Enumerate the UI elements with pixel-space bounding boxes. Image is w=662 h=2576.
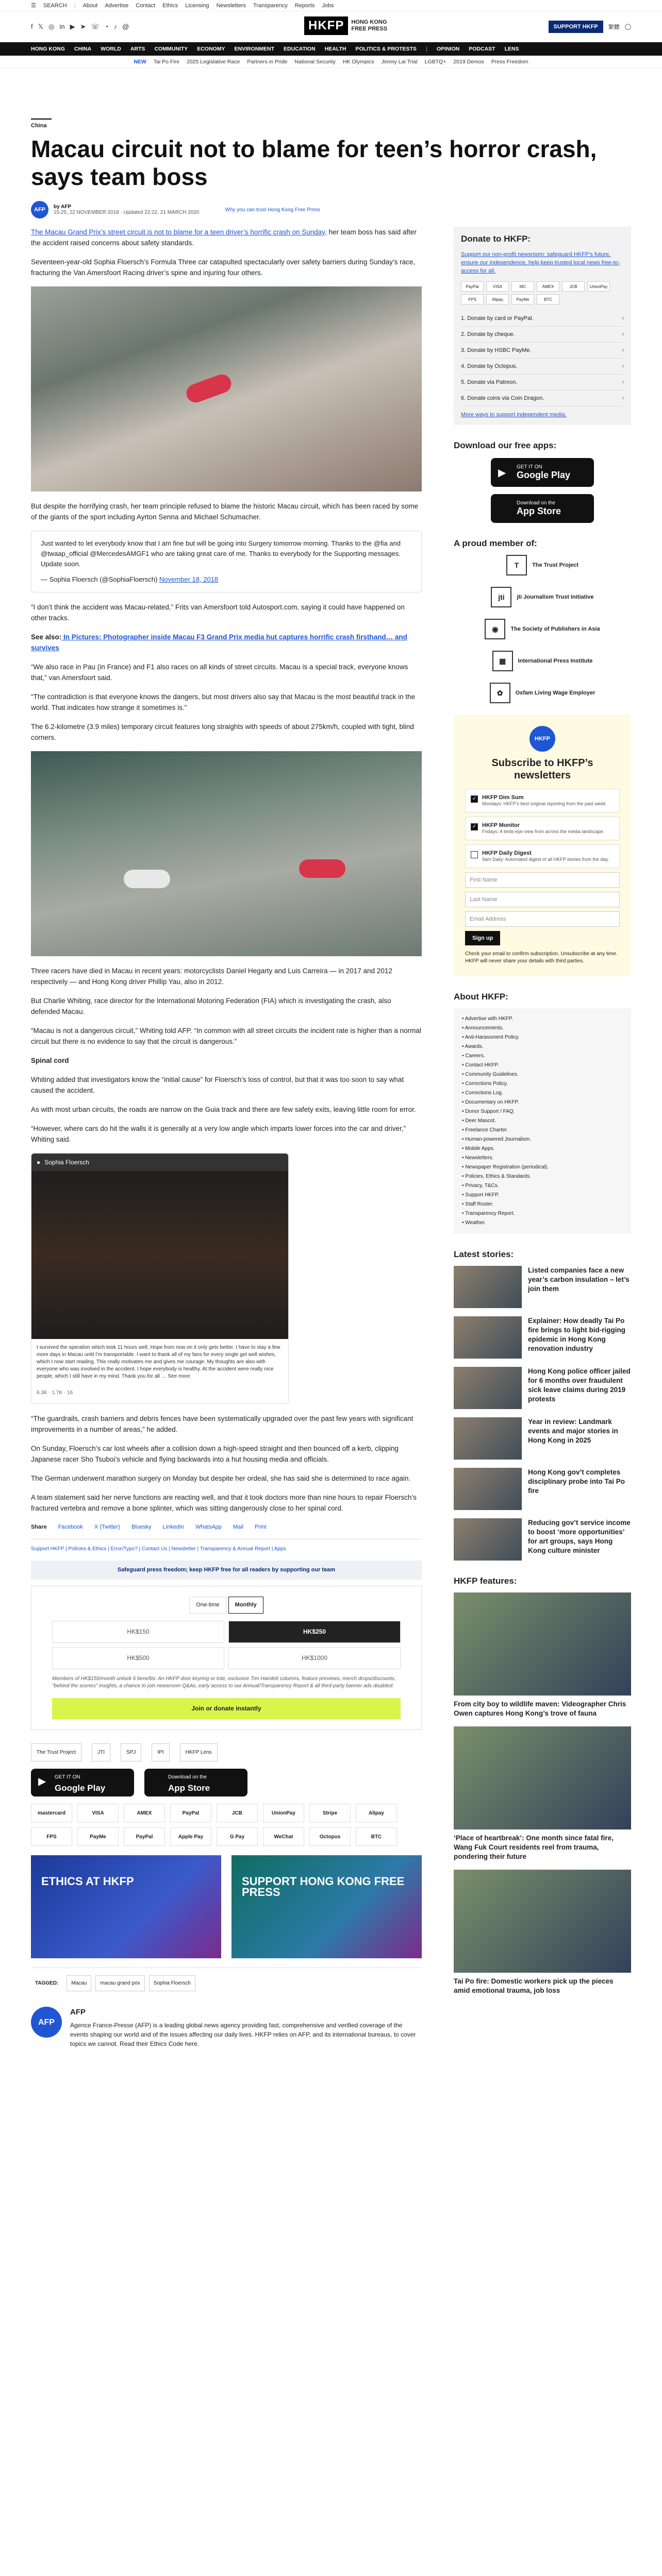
first-name-field[interactable]: First Name [465,872,620,888]
trending-item[interactable]: Tai Po Fire [153,58,179,65]
topbar-link-jobs[interactable]: Jobs [322,2,334,9]
donation-method[interactable]: 3. Donate by HSBC PayMe. › [461,343,624,359]
instagram-icon[interactable]: ◎ [48,22,55,30]
paragraph: “Macau is not a dangerous circuit,” Whiting told AFP. “In common with all street circuits the incident rate is higher than a normal circuit but there is no evidence to say that the circuit is dangerous.” [31,1027,421,1045]
amount-option[interactable]: HK$150 [52,1621,224,1643]
share-label: Share [31,1524,47,1530]
google-play-button[interactable]: ▶ GET IT ON Google Play [31,1769,134,1797]
paragraph: “The contradiction is that everyone knows the dangers, but most drivers also say that Macau is the most beautiful track in the world. That indicates how strange it sometimes is.” [31,693,416,711]
crash-photo [31,286,422,492]
newsletter-option[interactable]: ✓ HKFP Monitor Fridays: A birds-eye view from across the media landscape. [465,817,620,840]
payment-logos [31,1804,422,1846]
trending-item[interactable]: HK Olympics [342,58,374,65]
payment-logo: PayPal [170,1804,211,1822]
share-bar [31,1522,422,1533]
tag-list [31,1968,422,1991]
newsletter-note: Check your email to confirm subscription. Unsubscribe at any time. HKFP will never share your details with third parties. [465,951,618,964]
trending-item[interactable]: Partners in Pride [247,58,288,65]
feature-title[interactable]: From city boy to wildlife maven: Videographer Chris Owen captures Hong Kong’s trove of fauna [454,1700,626,1717]
paragraph: “The guardrails, crash barriers and debris fences have been systematically upgraded over the past few years with significant improvements in a number of areas,” he added. [31,1415,413,1433]
whatsapp-icon[interactable]: ☏ [91,22,100,30]
payment-icon: MC [511,281,534,292]
app-store-buttons [31,1769,422,1797]
paragraph: But despite the horrifying crash, her team principle refused to blame the historic Macau circuit, which has been raced by some of the giants of the sport including Ayrton Senna and Michael Schumacher. [31,502,419,521]
apps-heading: Download our free apps: [454,440,557,450]
story-thumbnail [454,1518,522,1561]
partner-logos [31,1743,422,1761]
about-link[interactable]: • Anti-Harassment Policy. [462,1033,623,1042]
nav-health[interactable]: HEALTH [324,46,346,52]
race-car [124,870,170,888]
share-linkedin[interactable]: LinkedIn [162,1524,185,1530]
sidebar [454,227,631,2004]
social-links [31,23,129,31]
payment-logo: VISA [77,1804,119,1822]
story-title[interactable]: Listed companies face a new year’s carbon insulation – let’s join them [528,1266,630,1293]
chevron-right-icon: › [622,347,624,353]
trending-bar [0,56,662,68]
nav-lens[interactable]: LENS [504,46,519,52]
oxfam-icon: ✿ [490,683,510,703]
member-org[interactable]: ▦ International Press Institute [454,651,631,671]
about-link[interactable]: • Advertise with HKFP. [462,1014,623,1024]
paragraph: The German underwent marathon surgery on Monday but despite her ordeal, she has said she is determined to race again. [31,1475,411,1482]
payment-icon: VISA [486,281,509,292]
payment-logo: Octopus [309,1827,351,1846]
member-org[interactable]: ◉ The Society of Publishers in Asia [454,619,631,639]
top-utility-bar [0,0,662,11]
author-box [31,2007,422,2048]
latest-heading: Latest stories: [454,1249,514,1259]
story-title[interactable]: Reducing gov’t service income to boost ‘more opportunities’ for art groups, says Hong Kong culture minister [528,1519,631,1554]
payment-logo: PayPal [124,1827,165,1846]
share-whatsapp[interactable]: WhatsApp [195,1524,222,1530]
lede: The Macau Grand Prix’s street circuit is not to blame for a teen driver’s horrific crash on Sunday, her team boss has said after the accident raised concerns about safety standards. [31,228,417,247]
facebook-icon[interactable]: f [31,22,33,30]
payment-logo: Stripe [309,1804,351,1822]
donate-panel [454,227,631,425]
race-photo [31,751,422,956]
about-link[interactable]: • Policies, Ethics & Standards. [462,1172,623,1181]
member-heading: A proud member of: [454,538,537,548]
see-also-link[interactable]: In Pictures: Photographer inside Macau F3 Grand Prix media hut captures horrific crash firsthand… and survives [31,633,407,652]
about-link[interactable]: • Mobile Apps. [462,1144,623,1154]
youtube-icon[interactable]: ▶ [70,22,75,30]
payment-logo: PayMe [77,1827,119,1846]
support-button[interactable]: SUPPORT HKFP [549,21,603,33]
app-store-button[interactable]: Download on the App Store [144,1769,247,1797]
category-label[interactable]: China [31,118,52,129]
site-header [0,11,662,42]
post-header [31,1154,288,1171]
story-thumbnail [454,1316,522,1359]
donation-method[interactable]: 4. Donate by Octopus. › [461,359,624,375]
trending-item[interactable]: National Security [294,58,336,65]
about-link[interactable]: • Privacy, T&Cs. [462,1181,623,1191]
header-actions [549,21,632,33]
embedded-tweet[interactable] [31,531,422,592]
main-nav [0,42,662,56]
trending-item[interactable]: 2025 Legislative Race [187,58,240,65]
support-banner[interactable]: SUPPORT HONG KONG FREE PRESS [231,1855,422,1958]
trending-item[interactable]: 2019 Demos [453,58,484,65]
about-link[interactable]: • Announcements. [462,1024,623,1033]
user-icon[interactable]: ◯ [624,24,631,30]
partner-logo[interactable]: JTI [92,1743,110,1761]
trending-item[interactable]: LGBTQ+ [424,58,446,65]
article-title: Macau circuit not to blame for teen’s horror crash, says team boss [31,135,597,190]
donate-heading: Donate to HKFP: [461,234,531,244]
story-item[interactable] [454,1316,631,1359]
checkbox-checked[interactable]: ✓ [471,795,478,803]
sopa-icon: ◉ [485,619,505,639]
payment-logo: BTC [356,1827,397,1846]
hkfp-badge: HKFP [529,726,555,752]
search-icon[interactable]: ☰ [31,3,36,9]
story-item[interactable] [454,1468,631,1510]
story-title[interactable]: Explainer: How deadly Tai Po fire brings to light bid-rigging epidemic in Hong Kong renovation industry [528,1317,625,1352]
payment-icon: FPS [461,294,484,304]
race-car [184,372,234,405]
story-thumbnail [454,1367,522,1409]
logo-wordmark: HONG KONG FREE PRESS [351,19,388,32]
payment-logo: mastercard [31,1804,72,1822]
jti-icon: jti [491,587,511,607]
threads-icon[interactable]: @ [122,22,129,30]
donate-amounts [52,1621,401,1669]
checkbox-checked[interactable]: ✓ [471,823,478,831]
share-bluesky[interactable]: Bluesky [131,1524,152,1530]
article-body [31,227,422,2059]
payment-logo: Alipay [356,1804,397,1822]
member-org[interactable]: jti jti Journalism Trust Initiative [454,587,631,607]
partner-logo[interactable]: SPJ [121,1743,141,1761]
about-link[interactable]: • Careers. [462,1052,623,1061]
about-link[interactable]: • Deer Mascot. [462,1116,623,1126]
signup-button[interactable]: Sign up [465,931,500,945]
paragraph: “We also race in Pau (in France) and F1 also races on all kinds of street circuits. Macau is a special track, everyone knows that,” van Amersfoort said. [31,663,408,682]
linkedin-icon[interactable]: in [59,22,65,30]
tiktok-icon[interactable]: ♪ [113,22,118,30]
newsletter-signup [454,715,631,976]
checkbox-unchecked[interactable] [471,851,478,858]
about-link[interactable]: • Donor Support / FAQ. [462,1107,623,1116]
about-link[interactable]: • Documentary on HKFP. [462,1098,623,1107]
tab-monthly[interactable]: Monthly [228,1597,263,1614]
about-link[interactable]: • Support HKFP. [462,1191,623,1200]
topbar-link-newsletters[interactable]: Newsletters [216,2,246,9]
latest-stories [454,1266,631,1561]
donation-methods [461,311,624,406]
promo-banners [31,1855,422,1958]
nav-arts[interactable]: ARTS [130,46,145,52]
post-stats: 6.3K · 1.7K · 16 [37,1390,73,1396]
share-facebook[interactable]: Facebook [58,1524,83,1530]
trust-project-icon: T [506,555,527,575]
tags-label: TAGGED: [35,1980,59,1986]
topbar-link-advertise[interactable]: Advertise [105,2,129,9]
about-heading: About HKFP: [454,992,508,1002]
tag[interactable]: macau grand prix [95,1975,144,1991]
google-play-icon: ▶ [38,1776,46,1787]
trending-item[interactable]: Jimmy Lai Trial [381,58,418,65]
trending-item[interactable]: Press Freedom [491,58,528,65]
share-twitter[interactable]: X (Twitter) [94,1524,121,1530]
divider: | [74,2,76,9]
nav-podcast[interactable]: PODCAST [469,46,495,52]
nav-politics[interactable]: POLITICS & PROTESTS [355,46,417,52]
paragraph: “I don’t think the accident was Macau-related,” Frits van Amersfoort told Autosport.com, saying it could have happened on other tracks. [31,603,405,622]
tweet-date-link[interactable]: November 18, 2018 [159,575,219,583]
site-logo[interactable] [304,16,387,35]
chevron-right-icon: › [622,331,624,337]
payment-icon: JCB [562,281,585,292]
partner-logo[interactable]: IPI [152,1743,169,1761]
share-mail[interactable]: Mail [233,1524,244,1530]
about-link[interactable]: • Freelance Charter. [462,1126,623,1135]
chevron-right-icon: › [622,395,624,401]
subheading: Spinal cord [31,1057,69,1064]
share-print[interactable]: Print [255,1524,267,1530]
payment-icons [461,281,624,304]
story-title[interactable]: Hong Kong gov’t completes disciplinary probe into Tai Po fire [528,1468,625,1495]
member-org[interactable]: ✿ Oxfam Living Wage Employer [454,683,631,703]
payment-logo: G Pay [217,1827,258,1846]
nav-education[interactable]: EDUCATION [284,46,316,52]
payment-logo: WeChat [263,1827,304,1846]
about-link[interactable]: • Contact HKFP. [462,1061,623,1070]
member-org[interactable]: T The Trust Project [454,555,631,575]
features-heading: HKFP features: [454,1576,517,1586]
payment-icon: PayPal [461,281,484,292]
paragraph: On Sunday, Floersch’s car lost wheels after a collision down a high-speed straight and then bounced off a kerb, clipping Japanese racer Sho Tsuboi’s vehicle and flying backwards into a hut housing media and officials. [31,1445,399,1463]
feature-image [454,1592,631,1696]
payment-logo: AMEX [124,1804,165,1822]
amount-option[interactable]: HK$1000 [228,1647,401,1669]
about-link[interactable]: • Corrections Log. [462,1089,623,1098]
google-play-icon: ▶ [498,467,506,479]
last-name-field[interactable]: Last Name [465,892,620,907]
story-item[interactable] [454,1367,631,1409]
author-name[interactable]: by AFP [54,204,72,210]
donation-method[interactable]: 1. Donate by card or PayPal. › [461,311,624,327]
amount-option-selected[interactable]: HK$250 [228,1621,401,1643]
trust-link[interactable]: Why you can trust Hong Kong Free Press [225,207,320,213]
chevron-right-icon: › [622,315,624,321]
about-link[interactable]: • Corrections Policy. [462,1079,623,1089]
payment-icon: UnionPay [587,281,610,292]
story-item[interactable] [454,1417,631,1460]
tag[interactable]: Sophia Floersch [149,1975,195,1991]
nav-opinion[interactable]: OPINION [436,46,460,52]
tab-one-time[interactable]: One-time [189,1597,226,1614]
race-car [299,859,345,878]
topbar-link-contact[interactable]: Contact [136,2,156,9]
nav-china[interactable]: CHINA [74,46,92,52]
nav-hong-kong[interactable]: HONG KONG [31,46,65,52]
payment-icon: AMEX [537,281,559,292]
paragraph: Seventeen-year-old Sophia Floersch’s Formula Three car catapulted spectacularly over safety barriers during Sunday’s race, fracturing the Van Amersfoort Racing driver’s spine and injuring four others. [31,258,416,277]
paragraph: Three racers have died in Macau in recent years: motorcyclists Daniel Hegarty and Luis Carreira — in 2017 and 2012 respectively — and Hong Kong driver Phillip Yau, also in 2012. [31,967,392,986]
payment-logo: JCB [217,1804,258,1822]
post-image [31,1171,288,1339]
post-caption: I survived the operation which took 11 hours well. Hope from now on it only gets better. I have to stay a few more days in Macau until I’m transportable. I want to thank all of my fans for every single get well wishes, which I now start reading. This really motivates me and gives me courage. My thoughts are also with everyone who was involved in the accident. I hope everybody is healthy. At the accident were really nice people, which I still have in my mind. Thank you for all … See more [37,1345,280,1379]
chevron-right-icon: › [622,379,624,385]
payment-icon: PayMe [511,294,534,304]
feature-title[interactable]: Tai Po fire: Domestic workers pick up the pieces amid emotional trauma, job loss [454,1977,614,1994]
topbar-link-reports[interactable]: Reports [294,2,315,9]
feature-image [454,1870,631,1973]
nav-economy[interactable]: ECONOMY [197,46,225,52]
donation-method[interactable]: 2. Donate by cheque. › [461,327,624,343]
tag[interactable]: Macau [67,1975,91,1991]
sidebar-app-store-button[interactable]: Download on the App Store [491,494,594,523]
about-link[interactable]: • Transparency Report. [462,1209,623,1218]
about-link[interactable]: • Human-powered Journalism. [462,1135,623,1144]
about-links [454,1008,631,1234]
newsletter-option[interactable]: ✓ HKFP Dim Sum Mondays: HKFP’s best original reporting from the past week. [465,789,620,812]
partner-logo[interactable]: HKFP Lens [180,1743,218,1761]
author-avatar[interactable]: AFP [31,201,48,218]
donation-method[interactable]: 6. Donate coins via Coin Dragon. › [461,391,624,406]
search-link[interactable]: SEARCH [43,2,67,9]
newsletter-option[interactable]: HKFP Daily Digest 9am Daily: Automated digest of all HKFP stories from the day. [465,844,620,868]
paragraph: As with most urban circuits, the roads are narrow on the Guia track and there are few safety exits, leaving little room for error. [31,1106,416,1113]
language-switch[interactable]: 繁體 [608,24,620,30]
topbar-link-about[interactable]: About [82,2,98,9]
embedded-facebook-post[interactable] [31,1153,289,1404]
about-link[interactable]: • Weather. [462,1218,623,1228]
donation-method[interactable]: 5. Donate via Patreon. › [461,375,624,391]
tweet-attribution: — Sophia Floersch (@SophiaFloersch) November 18, 2018 [41,575,219,583]
partner-logo[interactable]: The Trust Project [31,1743,81,1761]
lede-link[interactable]: The Macau Grand Prix’s street circuit is not to blame for a teen driver’s horrific crash on Sunday, [31,228,327,236]
ethics-banner[interactable]: ETHICS AT HKFP [31,1855,221,1958]
paragraph: “However, where cars do hit the walls it is generally at a very low angle which imparts lower forces into the car and driver,” Whiting said. [31,1125,406,1143]
paragraph: The 6.2-kilometre (3.9 miles) temporary circuit features long straights with speeds of about 275km/h, coupled with tight, blind corners. [31,723,414,741]
story-title[interactable]: Year in review: Landmark events and major stories in Hong Kong in 2025 [528,1418,618,1444]
story-thumbnail [454,1468,522,1510]
more-ways-link[interactable]: More ways to support independent media. [461,412,567,418]
member-benefits: Members of HK$150/month unlock 6 benefits: An HKFP door keyring or tote, exclusive Tim Hamlett columns, feature previews, merch drops/discounts, "behind the scenes" insights, a chance to join newsroom Q&As, early access to our Annual/Transparency Report & all third-party banner ads disabled. [52,1676,396,1689]
feature-item[interactable] [454,1870,631,1995]
profile-icon: ● [37,1158,41,1166]
topbar-link-transparency[interactable]: Transparency [253,2,288,9]
payment-logo: UnionPay [263,1804,304,1822]
join-button[interactable]: Join or donate instantly [52,1698,401,1719]
publish-dates: 15:25, 22 NOVEMBER 2018 · Updated 22:22, 21 MARCH 2020 [54,210,200,215]
about-link[interactable]: • Newsletters. [462,1154,623,1163]
byline [31,201,320,218]
donate-widget [31,1586,422,1730]
tweet-text: Just wanted to let everybody know that I am fine but will be going into Surgery tomorrow morning. Thanks to the @fia and @twaap_official @MercedesAMGF1 who are taking great care of me. Thanks to everybody for the Supporting messages. Update soon. [41,539,401,568]
payment-logo: Apple Pay [170,1827,211,1846]
sidebar-google-play-button[interactable]: ▶ GET IT ON Google Play [491,458,594,487]
nav-community[interactable]: COMMUNITY [154,46,188,52]
see-also: See also: In Pictures: Photographer inside Macau F3 Grand Prix media hut captures horrific crash firsthand… and survives [31,633,407,652]
payment-icon: BTC [537,294,559,304]
nav-environment[interactable]: ENVIRONMENT [234,46,275,52]
trending-label: NEW [134,58,146,65]
paragraph: A team statement said her nerve functions are reacting well, and that it took doctors more than nine hours to repair Floersch’s fractured vertebra and remove a bone splinter, which was sitting dangerously close to her spinal cord. [31,1494,417,1512]
author-box-name[interactable]: AFP [70,2008,86,2016]
telegram-icon[interactable]: ➤ [80,22,86,30]
divider: | [425,46,427,52]
story-item[interactable] [454,1518,631,1561]
author-box-avatar[interactable]: AFP [31,2007,62,2038]
rss-icon[interactable]: ◔ [104,22,109,30]
nav-world[interactable]: WORLD [101,46,121,52]
article-footer-links[interactable]: Support HKFP | Policies & Ethics | Error/Typo? | Contact Us | Newsletter | Transparency & Annual Report | Apps [31,1539,422,1554]
story-thumbnail [454,1266,522,1308]
feature-title[interactable]: ‘Place of heartbreak’: One month since fatal fire, Wang Fuk Court residents reel from trauma, pondering their future [454,1834,614,1860]
amount-option[interactable]: HK$500 [52,1647,224,1669]
logo-mark: HKFP [304,16,348,35]
feature-item[interactable] [454,1592,631,1718]
story-item[interactable] [454,1266,631,1308]
donate-frequency-tabs [52,1597,401,1614]
about-link[interactable]: • Newspaper Registration (periodical). [462,1163,623,1172]
ipi-icon: ▦ [492,651,513,671]
about-link[interactable]: • Awards. [462,1042,623,1052]
feature-image [454,1726,631,1829]
story-thumbnail [454,1417,522,1460]
topbar-link-ethics[interactable]: Ethics [162,2,178,9]
author-bio: Agence France-Presse (AFP) is a leading global news agency providing fast, comprehensive and verified coverage of the events shaping our world and of the issues affecting our daily lives. HKFP relies on AFP, and its international bureaus, to cover topics we cannot. Read their Ethics Code here. [70,2022,416,2047]
chevron-right-icon: › [622,363,624,369]
twitter-icon[interactable]: 𝕏 [38,22,44,30]
paragraph: Whiting added that investigators know the “initial cause” for Floersch’s loss of control, but that it was too soon to say what caused the accident. [31,1076,404,1094]
feature-item[interactable] [454,1726,631,1861]
about-link[interactable]: • Staff Roster. [462,1200,623,1209]
paragraph: But Charlie Whiting, race director for the International Motoring Federation (FIA) which is investigating the crash, also defended Macau. [31,997,391,1015]
newsletter-heading: Subscribe to HKFP’s newsletters [491,757,593,781]
post-author[interactable]: Sophia Floersch [44,1158,89,1166]
topbar-link-licensing[interactable]: Licensing [185,2,209,9]
safeguard-banner[interactable]: Safeguard press freedom; keep HKFP free for all readers by supporting our team [31,1561,422,1580]
payment-icon: Alipay [486,294,509,304]
email-field[interactable]: Email Address [465,911,620,927]
payment-logo: FPS [31,1827,72,1846]
about-link[interactable]: • Community Guidelines. [462,1070,623,1079]
story-title[interactable]: Hong Kong police officer jailed for 6 months over fraudulent sick leave claims during 2019 protests [528,1367,631,1403]
donate-link[interactable]: Support our non-profit newsroom: safeguard HKFP’s future, ensure our independence, help keep trusted local news free-to-access for all. [461,251,620,274]
